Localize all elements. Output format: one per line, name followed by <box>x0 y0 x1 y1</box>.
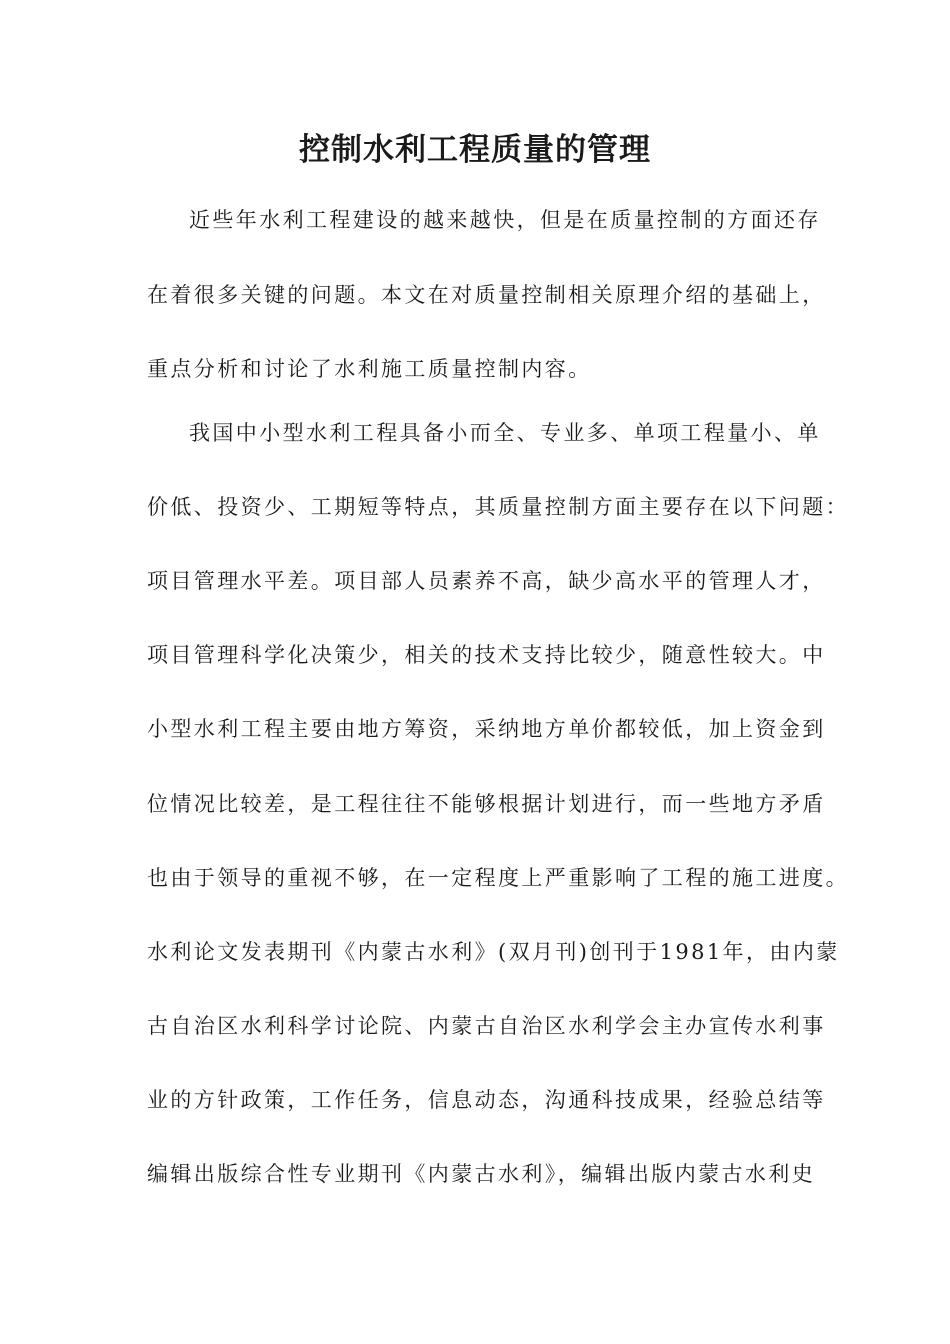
paragraph-2-line-6: 位情况比较差，是工程往往不能够根据计划进行，而一些地方矛盾 <box>147 792 826 816</box>
paragraph-2-line-10: 业的方针政策，工作任务，信息动态，沟通科技成果，经验总结等 <box>147 1088 826 1112</box>
document-title: 控制水利工程质量的管理 <box>299 132 651 168</box>
paragraph-2-line-1: 我国中小型水利工程具备小而全、专业多、单项工程量小、单 <box>189 421 821 445</box>
paragraph-2-line-9: 古自治区水利科学讨论院、内蒙古自治区水利学会主办宣传水利事 <box>147 1014 826 1038</box>
paragraph-2-line-7: 也由于领导的重视不够，在一定程度上严重影响了工程的施工进度。 <box>147 866 849 890</box>
paragraph-2-line-3: 项目管理水平差。项目部人员素养不高，缺少高水平的管理人才， <box>147 569 826 593</box>
paragraph-2-line-8: 水利论文发表期刊《内蒙古水利》(双月刊)创刊于1981年，由内蒙 <box>147 940 840 964</box>
paragraph-2-line-11: 编辑出版综合性专业期刊《内蒙古水利》，编辑出版内蒙古水利史 <box>147 1162 816 1186</box>
paragraph-2-line-2: 价低、投资少、工期短等特点，其质量控制方面主要存在以下问题： <box>147 495 849 519</box>
paragraph-1-line-2: 在着很多关键的问题。本文在对质量控制相关原理介绍的基础上， <box>147 283 826 307</box>
paragraph-1-line-3: 重点分析和讨论了水利施工质量控制内容。 <box>147 357 592 381</box>
paragraph-2-line-5: 小型水利工程主要由地方筹资，采纳地方单价都较低，加上资金到 <box>147 717 826 741</box>
paragraph-2-line-4: 项目管理科学化决策少，相关的技术支持比较少，随意性较大。中 <box>147 643 826 667</box>
paragraph-1-line-1: 近些年水利工程建设的越来越快，但是在质量控制的方面还存 <box>189 208 821 232</box>
